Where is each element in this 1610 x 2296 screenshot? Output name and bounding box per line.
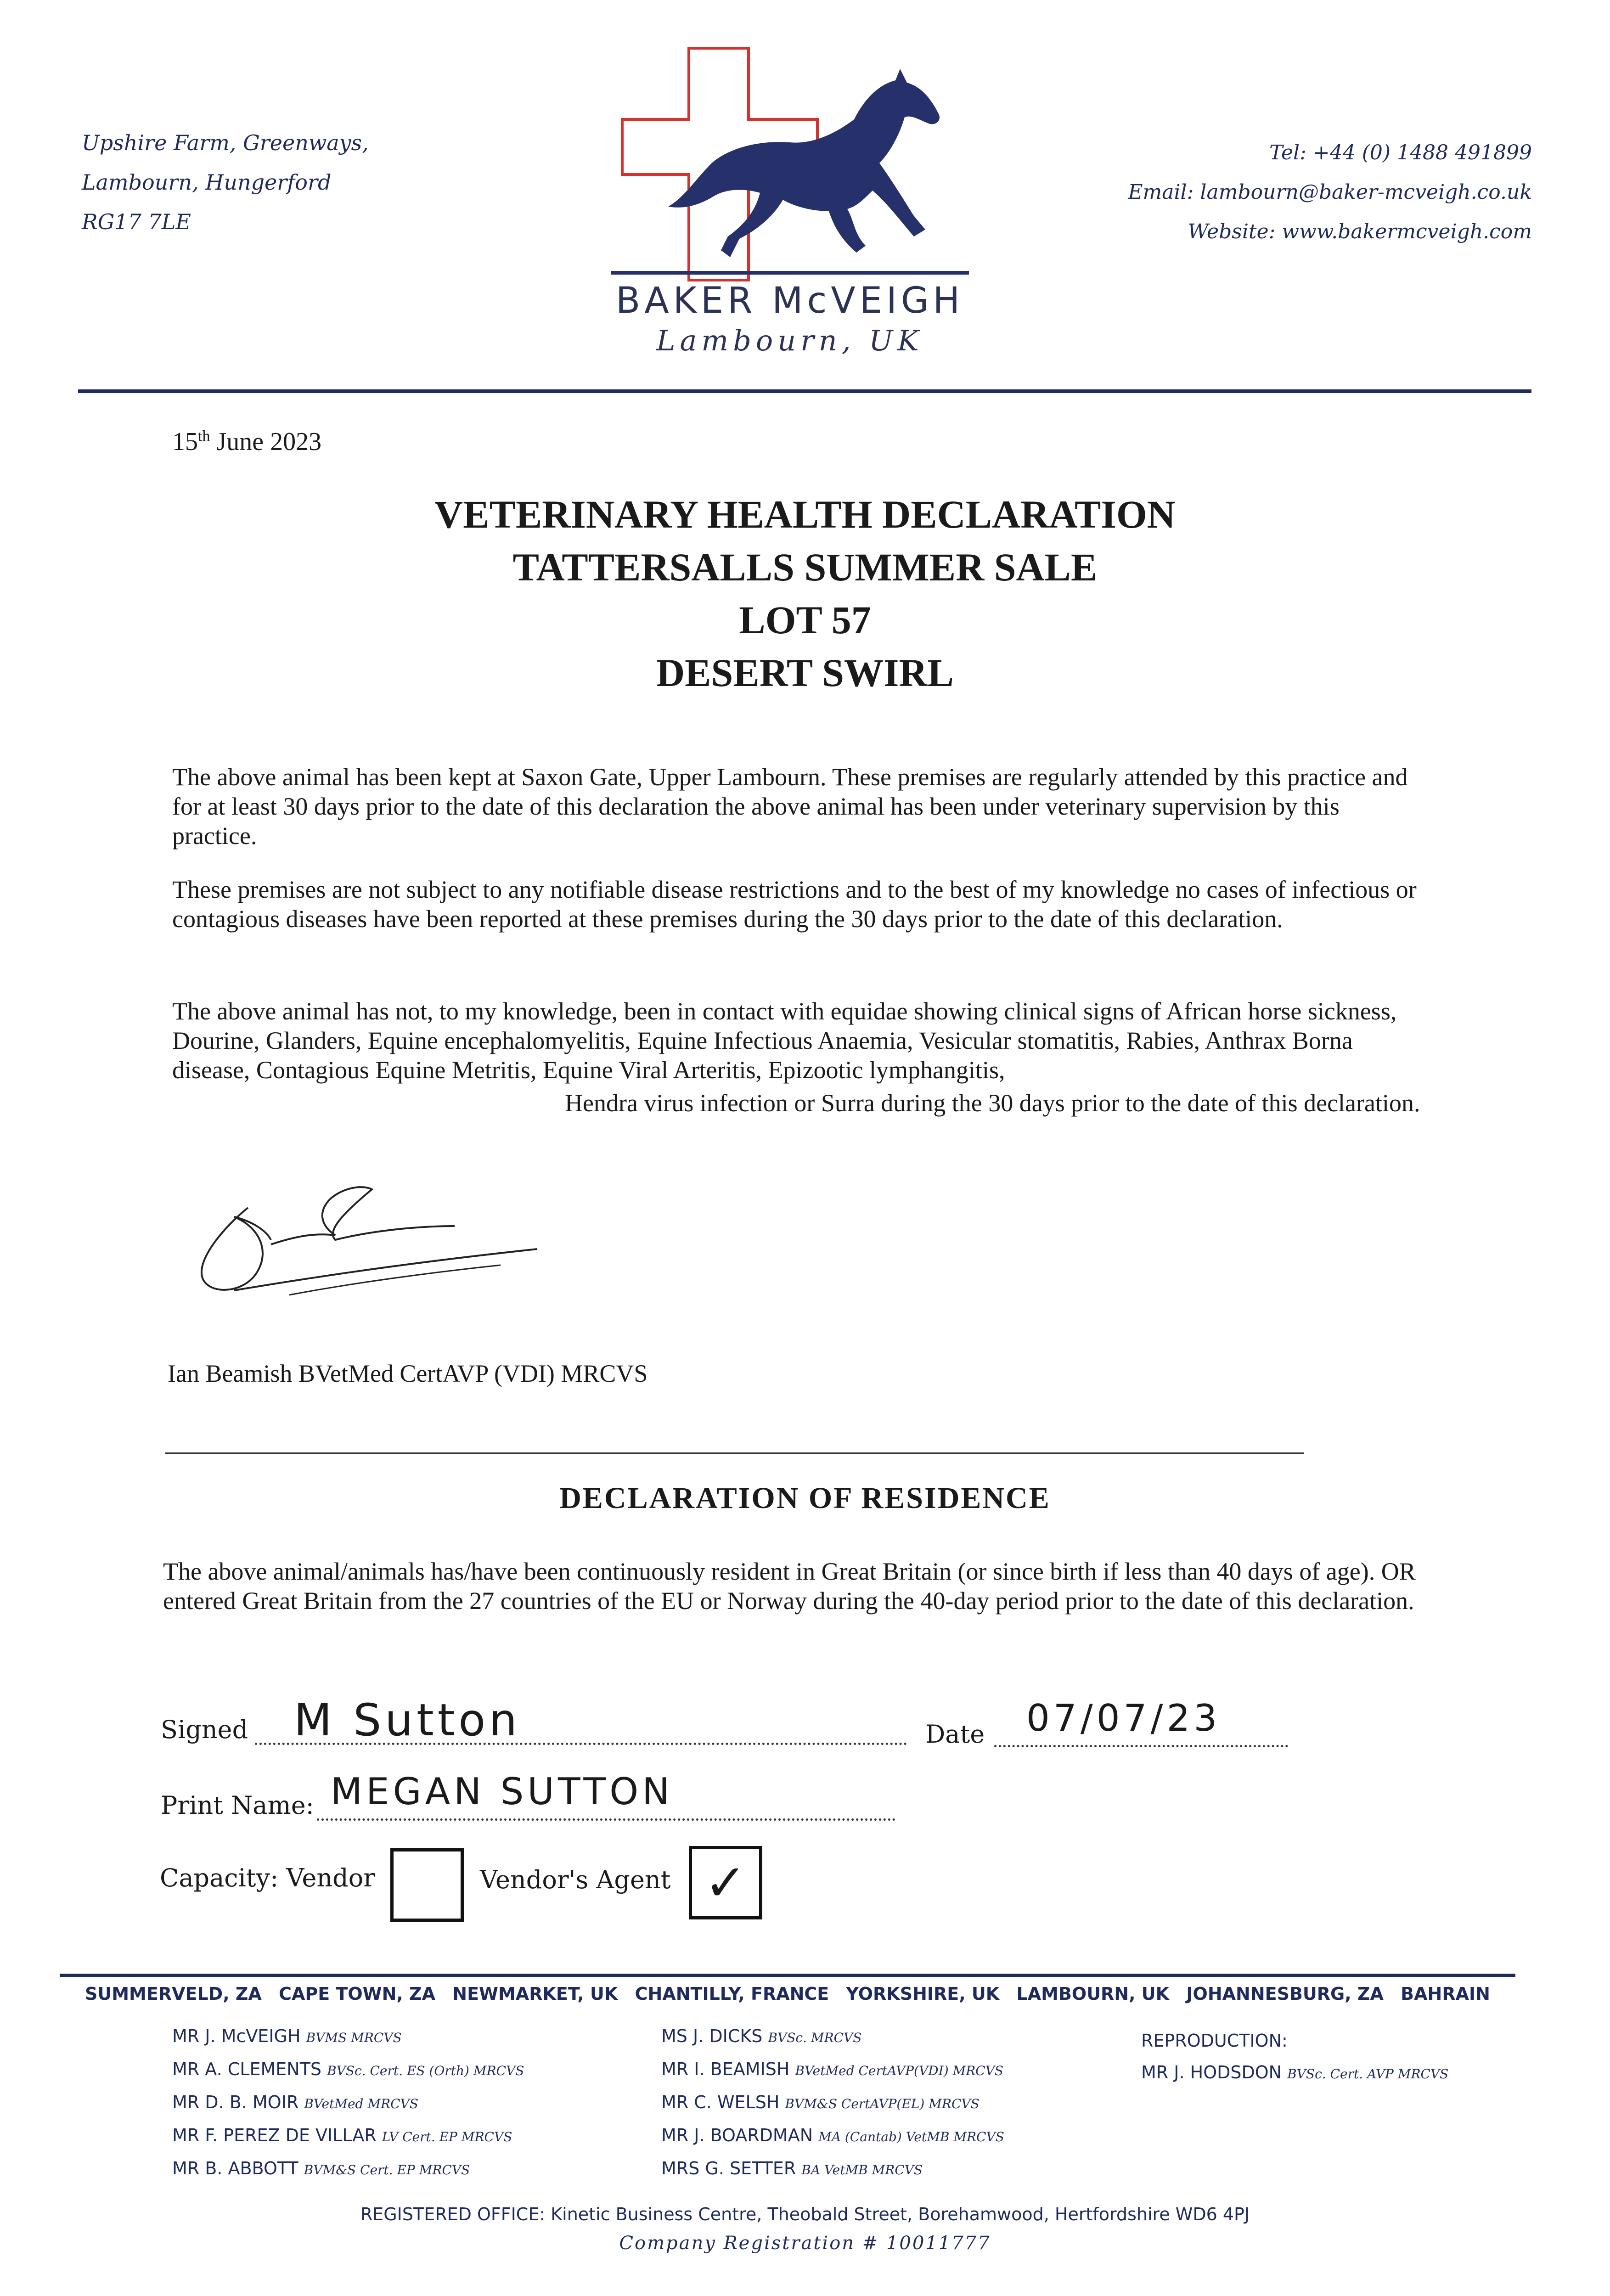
contact-phone: Tel: +44 (0) 1488 491899 <box>1269 141 1532 164</box>
staff-item: MS J. DICKS BVSc. MRCVS <box>661 2026 862 2046</box>
brand-location: Lambourn, UK <box>656 324 923 357</box>
restrictions-paragraph: These premises are not subject to any notifiable disease restrictions and to the best of my knowledge no cases of infectious or contagious diseases have been reported at these premises during the 30 days prior to the date of this declaration. <box>172 876 1417 933</box>
vet-signature <box>179 1157 546 1313</box>
declaration-title: VETERINARY HEALTH DECLARATION <box>434 492 1176 536</box>
date-day: 15 <box>172 428 198 456</box>
header-divider <box>78 389 1531 393</box>
contact-email: Email: lambourn@baker-mcveigh.co.uk <box>1128 180 1532 204</box>
location-item: CAPE TOWN, ZA <box>279 1984 436 2004</box>
print-name-value: MEGAN SUTTON <box>331 1770 674 1813</box>
date-suffix: th <box>198 428 210 445</box>
galloping-horse-icon <box>668 69 940 257</box>
staff-item: MR C. WELSH BVM&S CertAVP(EL) MRCVS <box>661 2092 980 2112</box>
date-label: Date <box>925 1720 985 1749</box>
sale-title: TATTERSALLS SUMMER SALE <box>512 545 1098 589</box>
vendors-agent-label: Vendor's Agent <box>480 1865 671 1894</box>
location-item: SUMMERVELD, ZA <box>85 1984 262 2004</box>
address-line-2: Lambourn, Hungerford <box>82 170 332 195</box>
location-item: LAMBOURN, UK <box>1016 1984 1170 2004</box>
office-locations <box>85 1984 1490 2004</box>
staff-item: MR A. CLEMENTS BVSc. Cert. ES (Orth) MRCVS <box>172 2059 524 2079</box>
staff-item: MR J. HODSDON BVSc. Cert. AVP MRCVS <box>1141 2062 1449 2082</box>
practice-contact <box>1128 133 1532 252</box>
residence-paragraph: The above animal/animals has/have been continuously resident in Great Britain (or since birth if less than 40 days of age). OR entered Great Britain from the 27 countries of the EU or Norway during the 40-day period prior to the date of this declaration. <box>163 1558 1416 1615</box>
address-line-1: Upshire Farm, Greenways, <box>82 130 369 155</box>
staff-column-3 <box>1141 2025 1448 2090</box>
vet-name: Ian Beamish BVetMed CertAVP (VDI) MRCVS <box>168 1360 648 1387</box>
location-item: NEWMARKET, UK <box>452 1984 618 2004</box>
signed-value: M Sutton <box>294 1694 521 1746</box>
checkmark-icon: ✓ <box>704 1853 747 1912</box>
location-item: YORKSHIRE, UK <box>846 1984 1000 2004</box>
contact-paragraph: The above animal has not, to my knowledge, been in contact with equidae showing clinical signs of African horse sickness, Dourine, Glanders, Equine encephalomyelitis, Equine Infectious Anaemia, Vesicular stomatitis, Rabies, Anthrax Borna disease, Contagious Equine Metritis, Equine Viral Arteritis, Epizootic lymphangitis, <box>172 997 1397 1084</box>
location-item: BAHRAIN <box>1401 1984 1490 2004</box>
staff-item: MR J. BOARDMAN MA (Cantab) VetMB MRCVS <box>661 2125 1004 2145</box>
reproduction-label: REPRODUCTION: <box>1141 2031 1288 2051</box>
staff-item: MR B. ABBOTT BVM&S Cert. EP MRCVS <box>172 2158 470 2178</box>
staff-item: MR I. BEAMISH BVetMed CertAVP(VDI) MRCVS <box>661 2059 1004 2079</box>
baker-mcveigh-logo <box>597 41 983 298</box>
residence-title: DECLARATION OF RESIDENCE <box>559 1481 1051 1515</box>
vendors-agent-checkbox[interactable] <box>689 1846 762 1919</box>
date-rest: June 2023 <box>210 428 322 456</box>
contact-website: Website: www.bakermcveigh.com <box>1188 220 1532 243</box>
staff-column-1 <box>172 2020 524 2186</box>
company-registration: Company Registration # 10011777 <box>619 2233 991 2254</box>
practice-address <box>82 123 369 242</box>
capacity-vendor-label: Capacity: Vendor <box>160 1863 376 1892</box>
print-name-label: Print Name: <box>161 1791 314 1820</box>
location-item: CHANTILLY, FRANCE <box>635 1984 829 2004</box>
staff-item: MRS G. SETTER BA VetMB MRCVS <box>661 2158 923 2178</box>
vendor-checkbox[interactable] <box>390 1848 464 1922</box>
staff-item: MR J. McVEIGH BVMS MRCVS <box>172 2026 402 2046</box>
logo-rule <box>611 271 969 275</box>
footer-divider <box>60 1974 1515 1977</box>
lot-number: LOT 57 <box>739 598 871 642</box>
brand-name: BAKER McVEIGH <box>615 280 964 321</box>
staff-item: MR D. B. MOIR BVetMed MRCVS <box>172 2092 418 2112</box>
address-line-3: RG17 7LE <box>82 209 191 234</box>
contact-paragraph-continued: Hendra virus infection or Surra during the 30 days prior to the date of this declaration. <box>565 1089 1420 1117</box>
staff-column-2 <box>661 2020 1004 2186</box>
date-value: 07/07/23 <box>1026 1697 1221 1739</box>
horse-name: DESERT SWIRL <box>656 651 954 695</box>
premises-paragraph: The above animal has been kept at Saxon Gate, Upper Lambourn. These premises are regularly attended by this practice and for at least 30 days prior to the date of this declaration the above animal has been under veterinary supervision by this practice. <box>172 763 1408 850</box>
registered-office: REGISTERED OFFICE: Kinetic Business Centre, Theobald Street, Borehamwood, Hertfordshire WD6 4PJ <box>360 2204 1250 2224</box>
section-divider <box>165 1452 1304 1454</box>
staff-item: MR F. PEREZ DE VILLAR LV Cert. EP MRCVS <box>172 2125 512 2145</box>
document-date <box>172 427 321 456</box>
location-item: JOHANNESBURG, ZA <box>1186 1984 1384 2004</box>
signed-label: Signed <box>161 1715 248 1744</box>
